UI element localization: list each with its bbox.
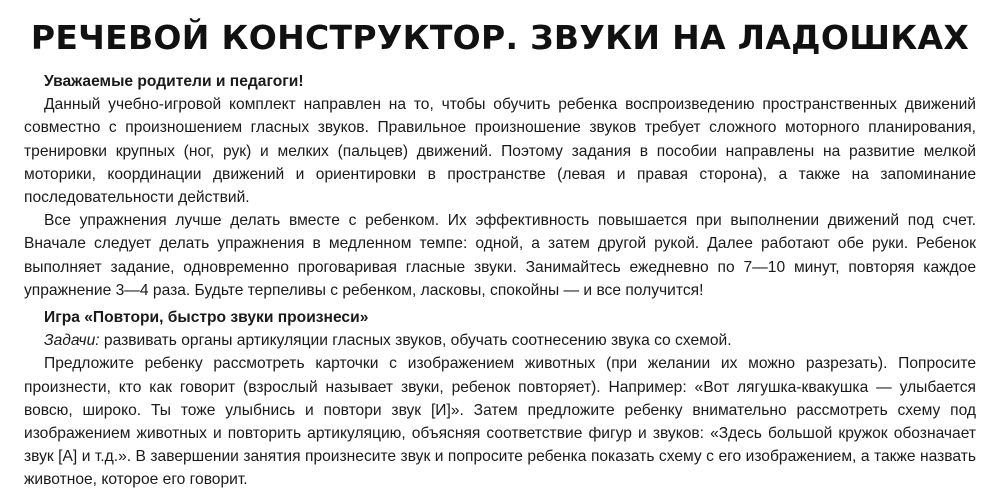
section-heading-parents: Уважаемые родители и педагоги! [44, 73, 304, 90]
paragraph-game-instructions: Предложите ребенку рассмотреть карточки с изображением животных (при желании их можно разрезать). Попросите произнести, кто как говорит (взрослый называет звуки, ребенок повторяет). Например: «Вот лягушка-квакушка — улыбается вовсю, широко. Ты тоже улыбнись и повтори звук [И]». Затем предложите ребенку внимательно рассмотреть схему под изображением животных и повторить артикуляцию, объясняя соответствие фигур и звуков: «Здесь большой кружок обозначает звук [А] и т.д.». В завершении занятия произнесите звук и попросите ребенка показать схему с его изображением, а также назвать животное, которое его говорит. [24, 355, 976, 489]
tasks-label: Задачи: [44, 332, 100, 350]
section-heading-game: Игра «Повтори, быстро звуки произнеси» [44, 309, 369, 327]
tasks-text: развивать органы артикуляции гласных звуков, обучать соотнесению звука со схемой. [99, 332, 732, 350]
paragraph-tasks [24, 329, 976, 352]
paragraph-exercises: Все упражнения лучше делать вместе с ребенком. Их эффективность повышается при выполнении движений под счет. Вначале следует делать упражнения в медленном темпе: одной, а затем другой рукой. Далее работают обе руки. Ребенок выполняет задание, одновременно проговаривая гласные звуки. Занимайтесь ежедневно по 7—10 минут, повторяя каждое упражнение 3—4 раза. Будьте терпеливы с ребенком, ласковы, спокойны — и все получится! [24, 212, 976, 299]
page-title: РЕЧЕВОЙ КОНСТРУКТОР. ЗВУКИ НА ЛАДОШКАХ [30, 18, 970, 57]
document-body [24, 70, 976, 492]
paragraph-intro: Данный учебно-игровой комплект направлен на то, чтобы обучить ребенка воспроизведению пространственных движений совместно с произношением гласных звуков. Правильное произношение звуков требует сложного моторного планирования, тренировки крупных (ног, рук) и мелких (пальцев) движений. Поэтому задания в пособии направлены на развитие мелкой моторики, координации движений и ориентировки в пространстве (левая и правая сторона), а также на запоминание последовательности действий. [24, 96, 976, 207]
